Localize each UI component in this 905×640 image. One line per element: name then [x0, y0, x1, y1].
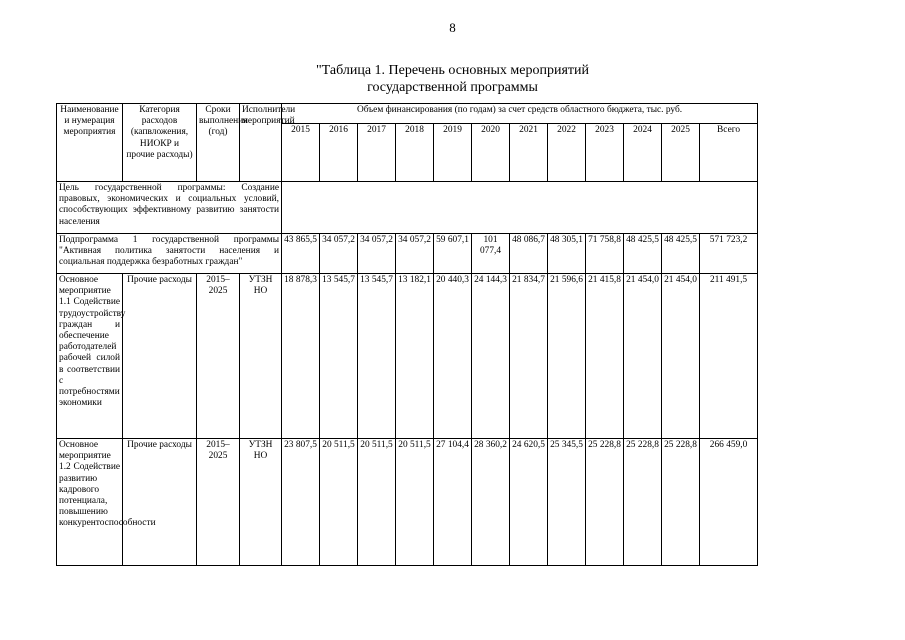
- activity-name: Основное мероприятие 1.1 Содействие трудоустройству граждан и обеспечение работодателей рабочей силой в соответствии с потребностями экономики: [57, 274, 123, 439]
- activity-total: 211 491,5: [700, 274, 758, 439]
- activity-row-1-1: [57, 274, 758, 439]
- activity-value-2023: 21 415,8: [586, 274, 624, 439]
- activity-value-2021: 21 834,7: [510, 274, 548, 439]
- activity-value-2020: 24 144,3: [472, 274, 510, 439]
- subprogram-value-2020: 101 077,4: [472, 234, 510, 274]
- header-name: Наименование и нумерация мероприятия: [57, 104, 123, 182]
- year-2021: 2021: [510, 124, 548, 182]
- activity-category: Прочие расходы: [123, 439, 197, 566]
- activity-value-2017: 13 545,7: [358, 274, 396, 439]
- activity-value-2018: 20 511,5: [396, 439, 434, 566]
- activity-executor: УТЗН НО: [240, 274, 282, 439]
- subprogram-value-2025: 48 425,5: [662, 234, 700, 274]
- title-line-1: "Таблица 1. Перечень основных мероприятий: [315, 63, 590, 78]
- activity-value-2019: 27 104,4: [434, 439, 472, 566]
- activity-value-2016: 13 545,7: [320, 274, 358, 439]
- activity-value-2015: 18 878,3: [282, 274, 320, 439]
- subprogram-value-2021: 48 086,7: [510, 234, 548, 274]
- activity-row-1-2: [57, 439, 758, 566]
- year-2020: 2020: [472, 124, 510, 182]
- activity-total: 266 459,0: [700, 439, 758, 566]
- activity-terms: 2015–2025: [197, 439, 240, 566]
- activity-value-2022: 21 596,6: [548, 274, 586, 439]
- year-2018: 2018: [396, 124, 434, 182]
- header-funding: Объем финансирования (по годам) за счет средств областного бюджета, тыс. руб.: [282, 104, 758, 124]
- activity-value-2022: 25 345,5: [548, 439, 586, 566]
- subprogram-value-2017: 34 057,2: [358, 234, 396, 274]
- activity-value-2025: 25 228,8: [662, 439, 700, 566]
- subprogram-total: 571 723,2: [700, 234, 758, 274]
- subprogram-value-2023: 71 758,8: [586, 234, 624, 274]
- title-line-2: государственной программы: [367, 80, 538, 95]
- subprogram-value-2018: 34 057,2: [396, 234, 434, 274]
- activity-value-2023: 25 228,8: [586, 439, 624, 566]
- goal-row: [57, 182, 758, 234]
- header-terms: Сроки выполнения (год): [197, 104, 240, 182]
- activity-value-2025: 21 454,0: [662, 274, 700, 439]
- activity-value-2016: 20 511,5: [320, 439, 358, 566]
- header-executors: Исполнители мероприятий: [240, 104, 282, 182]
- year-2023: 2023: [586, 124, 624, 182]
- goal-text: Цель государственной программы: Создание правовых, экономических и социальных условий, способствующих эффективному развитию занятости населения: [57, 182, 282, 234]
- subprogram-value-2019: 59 607,1: [434, 234, 472, 274]
- activity-value-2018: 13 182,1: [396, 274, 434, 439]
- year-2024: 2024: [624, 124, 662, 182]
- year-2022: 2022: [548, 124, 586, 182]
- year-2015: 2015: [282, 124, 320, 182]
- year-2019: 2019: [434, 124, 472, 182]
- subprogram-value-2015: 43 865,5: [282, 234, 320, 274]
- year-2016: 2016: [320, 124, 358, 182]
- year-total: Всего: [700, 124, 758, 182]
- year-2017: 2017: [358, 124, 396, 182]
- activity-value-2017: 20 511,5: [358, 439, 396, 566]
- subprogram-value-2022: 48 305,1: [548, 234, 586, 274]
- activity-name: Основное мероприятие 1.2 Содействие развитию кадрового потенциала, повышению конкурентоспособности: [57, 439, 123, 566]
- subprogram-name: Подпрограмма 1 государственной программы "Активная политика занятости населения и социальная поддержка безработных граждан": [57, 234, 282, 274]
- header-row: [57, 104, 758, 124]
- subprogram-value-2016: 34 057,2: [320, 234, 358, 274]
- activity-category: Прочие расходы: [123, 274, 197, 439]
- activity-value-2019: 20 440,3: [434, 274, 472, 439]
- activities-table: [56, 103, 758, 566]
- goal-empty-cell: [282, 182, 758, 234]
- header-category: Категория расходов (капвложения, НИОКР и прочие расходы): [123, 104, 197, 182]
- page-number: 8: [449, 20, 456, 35]
- activity-terms: 2015–2025: [197, 274, 240, 439]
- activity-executor: УТЗН НО: [240, 439, 282, 566]
- activity-value-2024: 21 454,0: [624, 274, 662, 439]
- activity-value-2024: 25 228,8: [624, 439, 662, 566]
- subprogram-row: [57, 234, 758, 274]
- table-title: [0, 62, 905, 96]
- activity-value-2015: 23 807,5: [282, 439, 320, 566]
- activity-value-2021: 24 620,5: [510, 439, 548, 566]
- subprogram-value-2024: 48 425,5: [624, 234, 662, 274]
- year-2025: 2025: [662, 124, 700, 182]
- activity-value-2020: 28 360,2: [472, 439, 510, 566]
